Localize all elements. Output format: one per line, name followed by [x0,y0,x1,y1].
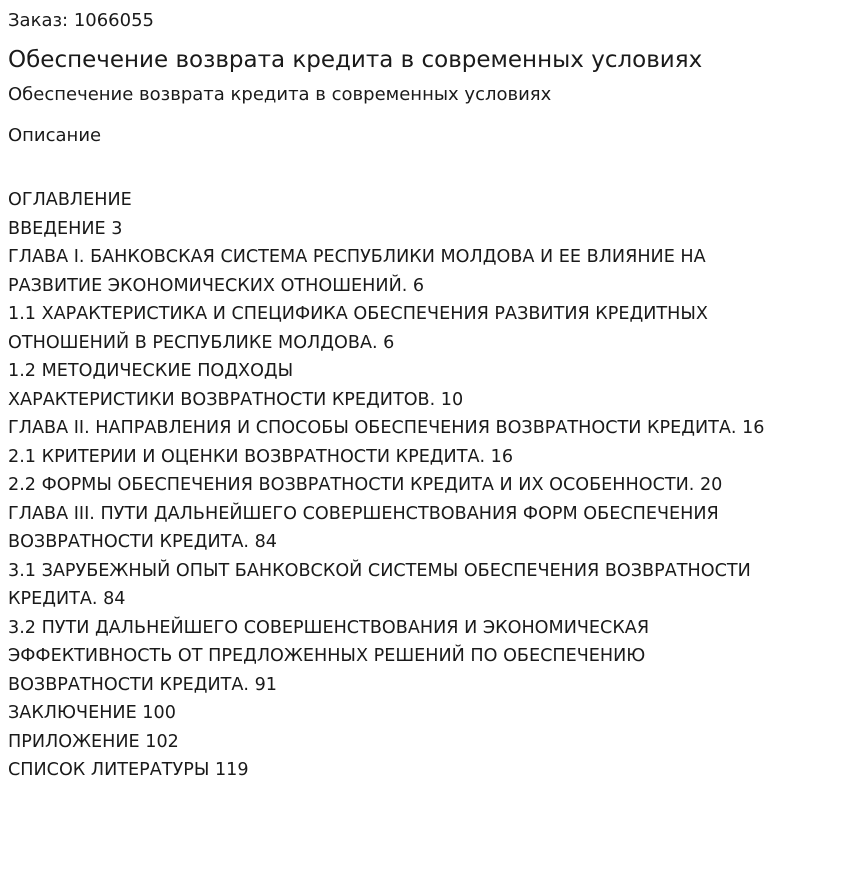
toc-line: ХАРАКТЕРИСТИКИ ВОЗВРАТНОСТИ КРЕДИТОВ. 10 [8,389,464,410]
toc-line: 3.1 ЗАРУБЕЖНЫЙ ОПЫТ БАНКОВСКОЙ СИСТЕМЫ ОБЕСПЕЧЕНИЯ ВОЗВРАТНОСТИ [8,560,751,581]
toc-line: ПРИЛОЖЕНИЕ 102 [8,731,179,752]
toc-line: ОГЛАВЛЕНИЕ [8,190,132,210]
toc-line: 2.2 ФОРМЫ ОБЕСПЕЧЕНИЯ ВОЗВРАТНОСТИ КРЕДИТА И ИХ ОСОБЕННОСТИ. 20 [8,475,723,495]
page-subtitle: Обеспечение возврата кредита в современных условиях [8,84,552,105]
toc-line: ЗАКЛЮЧЕНИЕ 100 [8,703,176,723]
toc-line: ВОЗВРАТНОСТИ КРЕДИТА. 84 [8,532,278,552]
toc-line: ОТНОШЕНИЙ В РЕСПУБЛИКЕ МОЛДОВА. 6 [8,332,395,353]
toc-line: ГЛАВА III. ПУТИ ДАЛЬНЕЙШЕГО СОВЕРШЕНСТВОВАНИЯ ФОРМ ОБЕСПЕЧЕНИЯ [8,503,719,524]
toc-line: 1.2 МЕТОДИЧЕСКИЕ ПОДХОДЫ [8,361,294,381]
toc-line: СПИСОК ЛИТЕРАТУРЫ 119 [8,760,249,780]
toc-line: ЭФФЕКТИВНОСТЬ ОТ ПРЕДЛОЖЕННЫХ РЕШЕНИЙ ПО ОБЕСПЕЧЕНИЮ [8,646,646,666]
description-label: Описание [8,125,102,146]
toc-line: 3.2 ПУТИ ДАЛЬНЕЙШЕГО СОВЕРШЕНСТВОВАНИЯ И ЭКОНОМИЧЕСКАЯ [8,617,650,638]
toc-line: 1.1 ХАРАКТЕРИСТИКА И СПЕЦИФИКА ОБЕСПЕЧЕНИЯ РАЗВИТИЯ КРЕДИТНЫХ [8,304,708,324]
toc-line: КРЕДИТА. 84 [8,589,126,609]
toc-line: 2.1 КРИТЕРИИ И ОЦЕНКИ ВОЗВРАТНОСТИ КРЕДИТА. 16 [8,446,514,467]
toc-line: ВОЗВРАТНОСТИ КРЕДИТА. 91 [8,674,278,695]
page-title: Обеспечение возврата кредита в современных условиях [8,47,703,73]
toc-line: ГЛАВА I. БАНКОВСКАЯ СИСТЕМА РЕСПУБЛИКИ МОЛДОВА И ЕЕ ВЛИЯНИЕ НА [8,247,706,267]
toc-line: РАЗВИТИЕ ЭКОНОМИЧЕСКИХ ОТНОШЕНИЙ. 6 [8,275,425,296]
order-number: Заказ: 1066055 [8,10,154,31]
toc-line: ВВЕДЕНИЕ 3 [8,218,123,239]
toc-line: ГЛАВА II. НАПРАВЛЕНИЯ И СПОСОБЫ ОБЕСПЕЧЕНИЯ ВОЗВРАТНОСТИ КРЕДИТА. 16 [8,418,765,438]
table-of-contents [8,186,839,785]
